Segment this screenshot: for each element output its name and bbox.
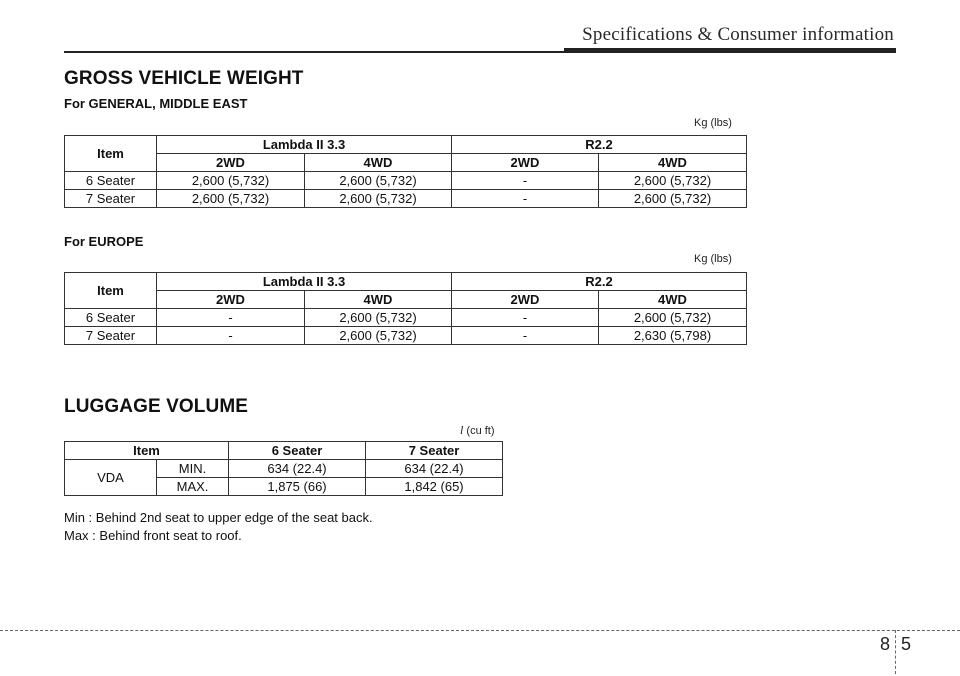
row-label: 6 Seater <box>65 172 157 190</box>
chapter-number: 8 <box>880 634 891 654</box>
luggage-title: LUGGAGE VOLUME <box>64 396 249 417</box>
gvw-general-subtitle: For GENERAL, MIDDLE EAST <box>64 96 248 111</box>
header-4wd: 4WD <box>305 291 452 309</box>
header-4wd: 4WD <box>305 154 452 172</box>
header-engine-lambda: Lambda II 3.3 <box>157 273 452 291</box>
table-cell: 2,600 (5,732) <box>599 190 747 208</box>
group-label-vda: VDA <box>65 460 157 496</box>
table-row <box>65 190 747 208</box>
page-number: 5 <box>901 634 912 654</box>
header-rule-bold <box>564 48 896 53</box>
header-4wd: 4WD <box>599 291 747 309</box>
header-rule <box>64 51 564 53</box>
gvw-general-table <box>64 135 747 208</box>
header-2wd: 2WD <box>452 154 599 172</box>
header-7-seater: 7 Seater <box>366 442 503 460</box>
luggage-note-min: Min : Behind 2nd seat to upper edge of the seat back. <box>64 510 373 525</box>
table-cell: 2,600 (5,732) <box>305 327 452 345</box>
table-cell: - <box>452 327 599 345</box>
header-engine-lambda: Lambda II 3.3 <box>157 136 452 154</box>
table-cell: 1,842 (65) <box>366 478 503 496</box>
row-label: 6 Seater <box>65 309 157 327</box>
table-cell: - <box>452 309 599 327</box>
header-2wd: 2WD <box>157 291 305 309</box>
gvw-europe-unit: Kg (lbs) <box>694 253 732 265</box>
table-row <box>65 460 503 478</box>
table-cell: 1,875 (66) <box>229 478 366 496</box>
gvw-general-unit: Kg (lbs) <box>694 117 732 129</box>
table-cell: 2,600 (5,732) <box>599 172 747 190</box>
row-label: 7 Seater <box>65 190 157 208</box>
header-item: Item <box>65 273 157 309</box>
liter-symbol: l <box>460 423 464 437</box>
table-cell: 634 (22.4) <box>366 460 503 478</box>
table-cell: 634 (22.4) <box>229 460 366 478</box>
table-cell: 2,600 (5,732) <box>157 190 305 208</box>
table-cell: 2,600 (5,732) <box>599 309 747 327</box>
header-engine-r22: R2.2 <box>452 273 747 291</box>
header-2wd: 2WD <box>157 154 305 172</box>
gvw-europe-subtitle: For EUROPE <box>64 234 144 249</box>
luggage-unit-label: (cu ft) <box>463 425 495 437</box>
gvw-europe-table <box>64 272 747 345</box>
header-title: Specifications & Consumer information <box>582 24 894 45</box>
table-cell: 2,600 (5,732) <box>305 190 452 208</box>
footer-rule <box>0 630 960 631</box>
luggage-table <box>64 441 503 496</box>
header-engine-r22: R2.2 <box>452 136 747 154</box>
table-cell: 2,600 (5,732) <box>305 309 452 327</box>
table-cell: 2,600 (5,732) <box>305 172 452 190</box>
table-cell: - <box>157 309 305 327</box>
header-4wd: 4WD <box>599 154 747 172</box>
row-label: MAX. <box>157 478 229 496</box>
table-cell: - <box>452 172 599 190</box>
table-cell: 2,630 (5,798) <box>599 327 747 345</box>
row-label: 7 Seater <box>65 327 157 345</box>
header-2wd: 2WD <box>452 291 599 309</box>
table-cell: 2,600 (5,732) <box>157 172 305 190</box>
table-cell: - <box>452 190 599 208</box>
table-row <box>65 327 747 345</box>
luggage-note-max: Max : Behind front seat to roof. <box>64 528 242 543</box>
row-label: MIN. <box>157 460 229 478</box>
table-cell: - <box>157 327 305 345</box>
header-item: Item <box>65 442 229 460</box>
table-row <box>65 172 747 190</box>
luggage-unit <box>460 423 495 438</box>
gvw-title: GROSS VEHICLE WEIGHT <box>64 68 304 89</box>
header-6-seater: 6 Seater <box>229 442 366 460</box>
page-number-divider <box>895 630 896 674</box>
header-item: Item <box>65 136 157 172</box>
table-row <box>65 309 747 327</box>
